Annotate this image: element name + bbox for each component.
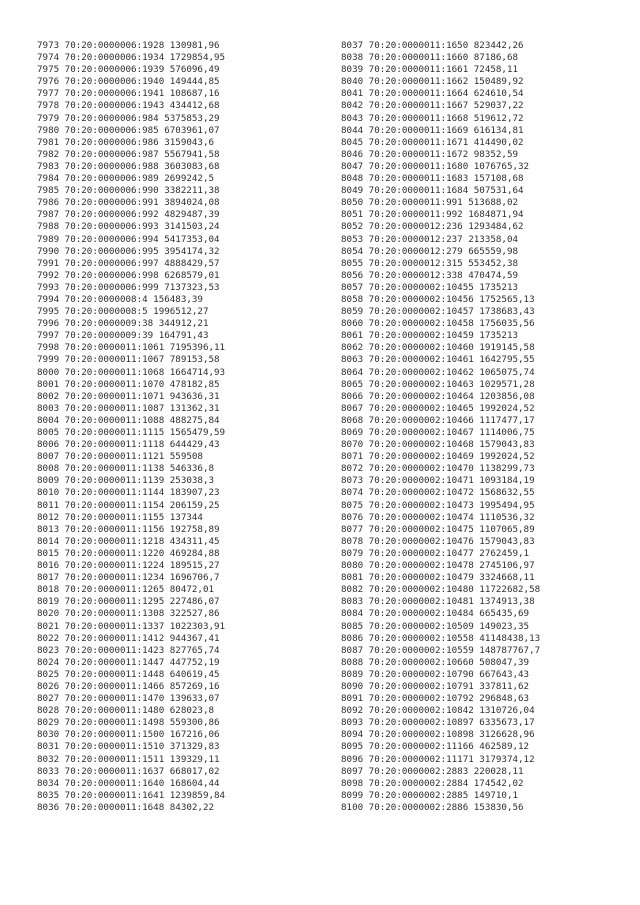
record-line: 8007 70:20:0000011:1121 559508 [37,451,203,463]
record-line: 8015 70:20:0000011:1220 469284,88 [37,547,220,559]
record-line: 8086 70:20:0000002:10558 41148438,13 [341,632,541,644]
record-line: 7996 70:20:0000009:38 344912,21 [37,318,209,330]
record-line: 8100 70:20:0000002:2886 153830,56 [341,801,524,813]
record-line: 7993 70:20:0000006:999 7137323,53 [37,281,220,293]
record-line: 8073 70:20:0000002:10471 1093184,19 [341,475,535,487]
record-line: 7984 70:20:0000006:989 2699242,5 [37,173,215,185]
record-line: 8036 70:20:0000011:1648 84302,22 [37,801,215,813]
record-line: 8018 70:20:0000011:1265 80472,01 [37,584,215,596]
record-line: 8028 70:20:0000011:1480 628023,8 [37,705,215,717]
record-line: 8017 70:20:0000011:1234 1696706,7 [37,572,220,584]
record-line: 8016 70:20:0000011:1224 189515,27 [37,560,220,572]
record-line: 8034 70:20:0000011:1640 168604,44 [37,777,220,789]
record-line: 8056 70:20:0000012:338 470474,59 [341,269,519,281]
record-line: 8008 70:20:0000011:1138 546336,8 [37,463,215,475]
record-line: 7994 70:20:0000008:4 156483,39 [37,293,203,305]
record-line: 8080 70:20:0000002:10478 2745106,97 [341,560,535,572]
record-line: 8037 70:20:0000011:1650 823442,26 [341,40,524,51]
record-line: 8083 70:20:0000002:10481 1374913,38 [341,596,535,608]
record-line: 8026 70:20:0000011:1466 857269,16 [37,680,220,692]
record-line: 8078 70:20:0000002:10476 1579043,83 [341,535,535,547]
record-line: 8065 70:20:0000002:10463 1029571,28 [341,378,535,390]
record-line: 8094 70:20:0000002:10898 3126628,96 [341,729,535,741]
record-line: 7976 70:20:0000006:1940 149444,85 [37,76,220,88]
record-line: 8095 70:20:0000002:11166 462589,12 [341,741,530,753]
record-line: 8040 70:20:0000011:1662 150489,92 [341,76,524,88]
record-line: 8032 70:20:0000011:1511 139329,11 [37,753,220,765]
record-line: 7974 70:20:0000006:1934 1729854,95 [37,52,226,64]
record-line: 8099 70:20:0000002:2885 149710,1 [341,789,519,801]
record-line: 8035 70:20:0000011:1641 1239859,84 [37,789,226,801]
record-line: 8005 70:20:0000011:1115 1565479,59 [37,427,226,438]
record-line: 8072 70:20:0000002:10470 1138299,73 [341,463,535,475]
record-line: 8003 70:20:0000011:1087 131362,31 [37,402,220,414]
record-line: 8023 70:20:0000011:1423 827765,74 [37,644,220,656]
record-line: 8079 70:20:0000002:10477 2762459,1 [341,547,530,559]
record-line: 8088 70:20:0000002:10660 508047,39 [341,656,530,668]
record-line: 8042 70:20:0000011:1667 529037,22 [341,100,524,112]
record-line: 7977 70:20:0000006:1941 108687,16 [37,88,220,100]
record-line: 8010 70:20:0000011:1144 183907,23 [37,487,220,499]
right-column [341,40,640,814]
record-line: 7985 70:20:0000006:990 3382211,38 [37,185,220,197]
record-line: 8048 70:20:0000011:1683 157108,68 [341,173,524,185]
record-line: 8067 70:20:0000002:10465 1992024,52 [341,402,535,414]
record-line: 8084 70:20:0000002:10484 665435,69 [341,608,530,620]
record-line: 8057 70:20:0000002:10455 1735213 [341,281,519,293]
record-line: 8030 70:20:0000011:1500 167216,06 [37,729,220,741]
record-line: 7978 70:20:0000006:1943 434412,68 [37,100,220,112]
record-line: 8090 70:20:0000002:10791 337811,62 [341,680,530,692]
record-line: 8012 70:20:0000011:1155 137344 [37,511,203,523]
record-line: 8052 70:20:0000012:236 1293484,62 [341,221,524,233]
record-line: 8021 70:20:0000011:1337 1022303,91 [37,620,226,632]
record-line: 8044 70:20:0000011:1669 616134,81 [341,124,524,136]
record-line: 8061 70:20:0000002:10459 1735213 [341,330,519,342]
record-line: 7983 70:20:0000006:988 3603083,68 [37,160,220,172]
record-line: 8069 70:20:0000002:10467 1114006,75 [341,427,535,438]
record-line: 7992 70:20:0000006:998 6268579,01 [37,269,220,281]
record-line: 7975 70:20:0000006:1939 576096,49 [37,64,220,76]
record-line: 8068 70:20:0000002:10466 1117477,17 [341,414,535,426]
record-line: 8063 70:20:0000002:10461 1642795,55 [341,354,535,366]
record-line: 8039 70:20:0000011:1661 72458,11 [341,64,519,76]
record-line: 8062 70:20:0000002:10460 1919145,58 [341,342,535,354]
left-column [37,40,337,814]
record-line: 8092 70:20:0000002:10842 1310726,04 [341,705,535,717]
record-line: 8058 70:20:0000002:10456 1752565,13 [341,293,535,305]
record-line: 8071 70:20:0000002:10469 1992024,52 [341,451,535,463]
record-line: 8050 70:20:0000011:991 513688,02 [341,197,519,209]
record-line: 8029 70:20:0000011:1498 559300,86 [37,717,220,729]
record-line: 8082 70:20:0000002:10480 11722682,58 [341,584,541,596]
record-line: 7999 70:20:0000011:1067 789153,58 [37,354,220,366]
record-line: 7979 70:20:0000006:984 5375853,29 [37,112,220,124]
record-line: 7981 70:20:0000006:986 3159043,6 [37,136,215,148]
record-line: 7988 70:20:0000006:993 3141503,24 [37,221,220,233]
record-line: 8075 70:20:0000002:10473 1995494,95 [341,499,535,511]
record-line: 8024 70:20:0000011:1447 447752,19 [37,656,220,668]
record-line: 8033 70:20:0000011:1637 668017,02 [37,765,220,777]
record-line: 8009 70:20:0000011:1139 253038,3 [37,475,215,487]
record-line: 8002 70:20:0000011:1071 943636,31 [37,390,220,402]
record-line: 7973 70:20:0000006:1928 130981,96 [37,40,220,51]
record-line: 7991 70:20:0000006:997 4888429,57 [37,257,220,269]
record-line: 8027 70:20:0000011:1470 139633,07 [37,693,220,705]
record-line: 8038 70:20:0000011:1660 87186,68 [341,52,519,64]
record-line: 8022 70:20:0000011:1412 944367,41 [37,632,220,644]
record-line: 8066 70:20:0000002:10464 1203856,08 [341,390,535,402]
record-line: 8020 70:20:0000011:1308 322527,86 [37,608,220,620]
record-line: 8025 70:20:0000011:1448 640619,45 [37,668,220,680]
record-line: 8004 70:20:0000011:1088 488275,84 [37,414,220,426]
record-line: 8055 70:20:0000012:315 553452,38 [341,257,519,269]
record-line: 8097 70:20:0000002:2883 220028,11 [341,765,524,777]
record-line: 8051 70:20:0000011:992 1684871,94 [341,209,524,221]
record-line: 8089 70:20:0000002:10790 667643,43 [341,668,530,680]
record-line: 8059 70:20:0000002:10457 1738683,43 [341,306,535,318]
record-line: 8091 70:20:0000002:10792 296848,63 [341,693,530,705]
record-line: 8093 70:20:0000002:10897 6335673,17 [341,717,535,729]
record-line: 8046 70:20:0000011:1672 98352,59 [341,148,519,160]
record-line: 8001 70:20:0000011:1070 478182,85 [37,378,220,390]
record-line: 8081 70:20:0000002:10479 3324668,11 [341,572,535,584]
record-line: 8000 70:20:0000011:1068 1664714,93 [37,366,226,378]
record-line: 8013 70:20:0000011:1156 192758,89 [37,523,220,535]
record-line: 8060 70:20:0000002:10458 1756035,56 [341,318,535,330]
record-line: 8045 70:20:0000011:1671 414490,02 [341,136,524,148]
record-line: 8043 70:20:0000011:1668 519612,72 [341,112,524,124]
record-line: 8087 70:20:0000002:10559 148787767,7 [341,644,541,656]
record-line: 8070 70:20:0000002:10468 1579043,83 [341,439,535,451]
record-line: 8076 70:20:0000002:10474 1110536,32 [341,511,535,523]
record-line: 8047 70:20:0000011:1680 1076765,32 [341,160,530,172]
record-line: 8006 70:20:0000011:1118 644429,43 [37,439,220,451]
record-line: 7986 70:20:0000006:991 3894024,08 [37,197,220,209]
record-line: 8053 70:20:0000012:237 213358,04 [341,233,519,245]
record-line: 7998 70:20:0000011:1061 7195396,11 [37,342,226,354]
record-line: 8054 70:20:0000012:279 665559,98 [341,245,519,257]
record-line: 7990 70:20:0000006:995 3954174,32 [37,245,220,257]
record-line: 8041 70:20:0000011:1664 624610,54 [341,88,524,100]
record-line: 7989 70:20:0000006:994 5417353,04 [37,233,220,245]
record-line: 8064 70:20:0000002:10462 1065075,74 [341,366,535,378]
record-line: 8085 70:20:0000002:10509 149023,35 [341,620,530,632]
record-line: 7997 70:20:0000009:39 164791,43 [37,330,209,342]
record-line: 7995 70:20:0000008:5 1996512,27 [37,306,209,318]
record-line: 7987 70:20:0000006:992 4829487,39 [37,209,220,221]
record-line: 8077 70:20:0000002:10475 1107065,89 [341,523,535,535]
record-line: 7982 70:20:0000006:987 5567941,58 [37,148,220,160]
record-line: 7980 70:20:0000006:985 6703961,07 [37,124,220,136]
record-line: 8014 70:20:0000011:1218 434311,45 [37,535,220,547]
record-line: 8096 70:20:0000002:11171 3179374,12 [341,753,535,765]
record-line: 8019 70:20:0000011:1295 227486,07 [37,596,220,608]
record-line: 8031 70:20:0000011:1510 371329,83 [37,741,220,753]
record-line: 8098 70:20:0000002:2884 174542,02 [341,777,524,789]
record-line: 8049 70:20:0000011:1684 507531,64 [341,185,524,197]
record-line: 8074 70:20:0000002:10472 1568632,55 [341,487,535,499]
record-line: 8011 70:20:0000011:1154 206159,25 [37,499,220,511]
